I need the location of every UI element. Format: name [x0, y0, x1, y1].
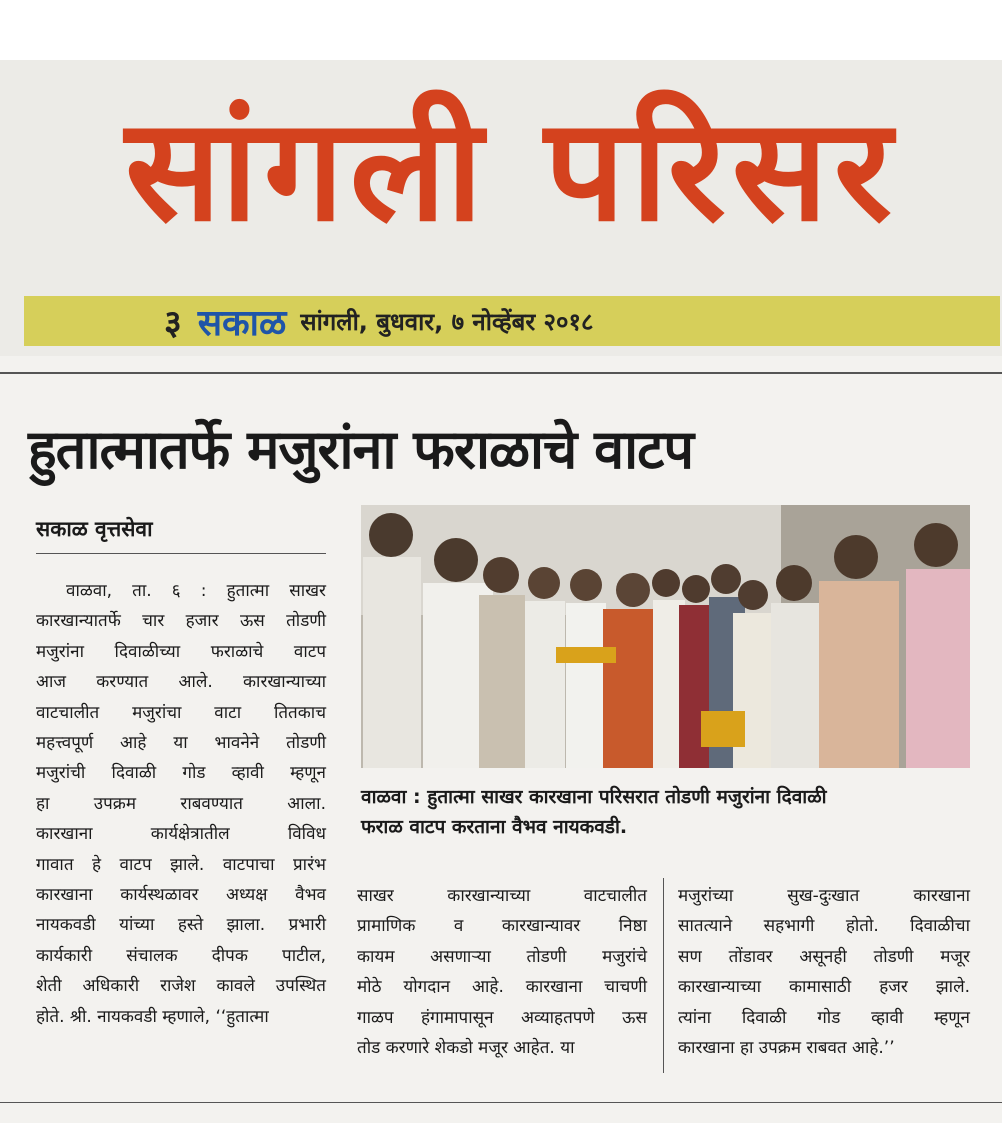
page-number: ३ [164, 303, 182, 343]
text-line: कारखाना कार्यस्थळावर अध्यक्ष वैभव [36, 885, 326, 906]
newspaper-name: सकाळ [197, 302, 287, 344]
text-line: कारखान्यातर्फे चार हजार ऊस तोडणी [36, 611, 326, 632]
photo-caption [361, 782, 971, 842]
text-line: गाळप हंगामापासून अव्याहतपणे ऊस [357, 1007, 647, 1028]
dateline: सांगली, बुधवार, ७ नोव्हेंबर २०१८ [300, 307, 594, 336]
text-line: फराळ वाटप करताना वैभव नायकवडी. [361, 816, 628, 838]
bottom-divider [0, 1102, 1002, 1103]
text-line: वाटचालीत मजुरांचा वाटा तितकाच [36, 702, 326, 723]
text-line: तोड करणारे शेकडो मजूर आहेत. या [357, 1038, 575, 1059]
text-line: कारखाना हा उपक्रम राबवत आहे.’’ [678, 1038, 895, 1059]
text-line: होते. श्री. नायकवडी म्हणाले, ‘‘हुतात्मा [36, 1006, 269, 1027]
news-photo [361, 505, 970, 768]
text-line: मजुरांच्या सुख-दुःखात कारखाना [678, 886, 970, 906]
top-divider [0, 372, 1002, 374]
text-line: सातत्याने सहभागी होतो. दिवाळीचा [678, 916, 970, 937]
text-line: कारखान्याच्या कामासाठी हजर झाले. [678, 977, 970, 998]
text-line: त्यांना दिवाळी गोड व्हावी म्हणून [678, 1007, 970, 1028]
text-line: वाळवा : हुतात्मा साखर कारखाना परिसरात तोडणी मजुरांना दिवाळी [361, 786, 827, 808]
byline-divider [36, 553, 326, 554]
column-divider [663, 878, 664, 1073]
article-column-2 [357, 881, 647, 1063]
byline: सकाळ वृत्तसेवा [36, 517, 153, 541]
text-line: मजुरांना दिवाळीच्या फराळाचे वाटप [36, 641, 326, 662]
text-line: आज करण्यात आले. कारखान्याच्या [36, 672, 326, 693]
section-title: सांगली परिसर [125, 88, 898, 253]
text-line: गावात हे वाटप झाले. वाटपाचा प्रारंभ [36, 854, 326, 875]
article-column-1 [36, 576, 326, 1032]
headline: हुतात्मातर्फे मजुरांना फराळाचे वाटप [28, 418, 694, 481]
text-line: महत्त्वपूर्ण आहे या भावनेने तोडणी [36, 733, 326, 754]
masthead-bar [24, 296, 1000, 346]
article-column-3 [678, 881, 970, 1063]
text-line: कार्यकारी संचालक दीपक पाटील, [36, 945, 326, 966]
text-line: कायम असणाऱ्या तोडणी मजुरांचे [357, 946, 647, 967]
text-line: हा उपक्रम राबवण्यात आला. [36, 793, 326, 814]
text-line: मोठे योगदान आहे. कारखाना चाचणी [357, 977, 647, 998]
text-line: साखर कारखान्याच्या वाटचालीत [357, 886, 647, 906]
text-line: मजुरांची दिवाळी गोड व्हावी म्हणून [36, 763, 326, 784]
text-line: शेती अधिकारी राजेश कावले उपस्थित [36, 976, 326, 997]
text-line: सण तोंडावर असूनही तोडणी मजूर [678, 946, 970, 967]
text-line: प्रामाणिक व कारखान्यावर निष्ठा [357, 916, 647, 937]
text-line: वाळवा, ता. ६ : हुतात्मा साखर [66, 581, 326, 601]
text-line: कारखाना कार्यक्षेत्रातील विविध [36, 824, 326, 845]
text-line: नायकवडी यांच्या हस्ते झाला. प्रभारी [36, 915, 326, 936]
